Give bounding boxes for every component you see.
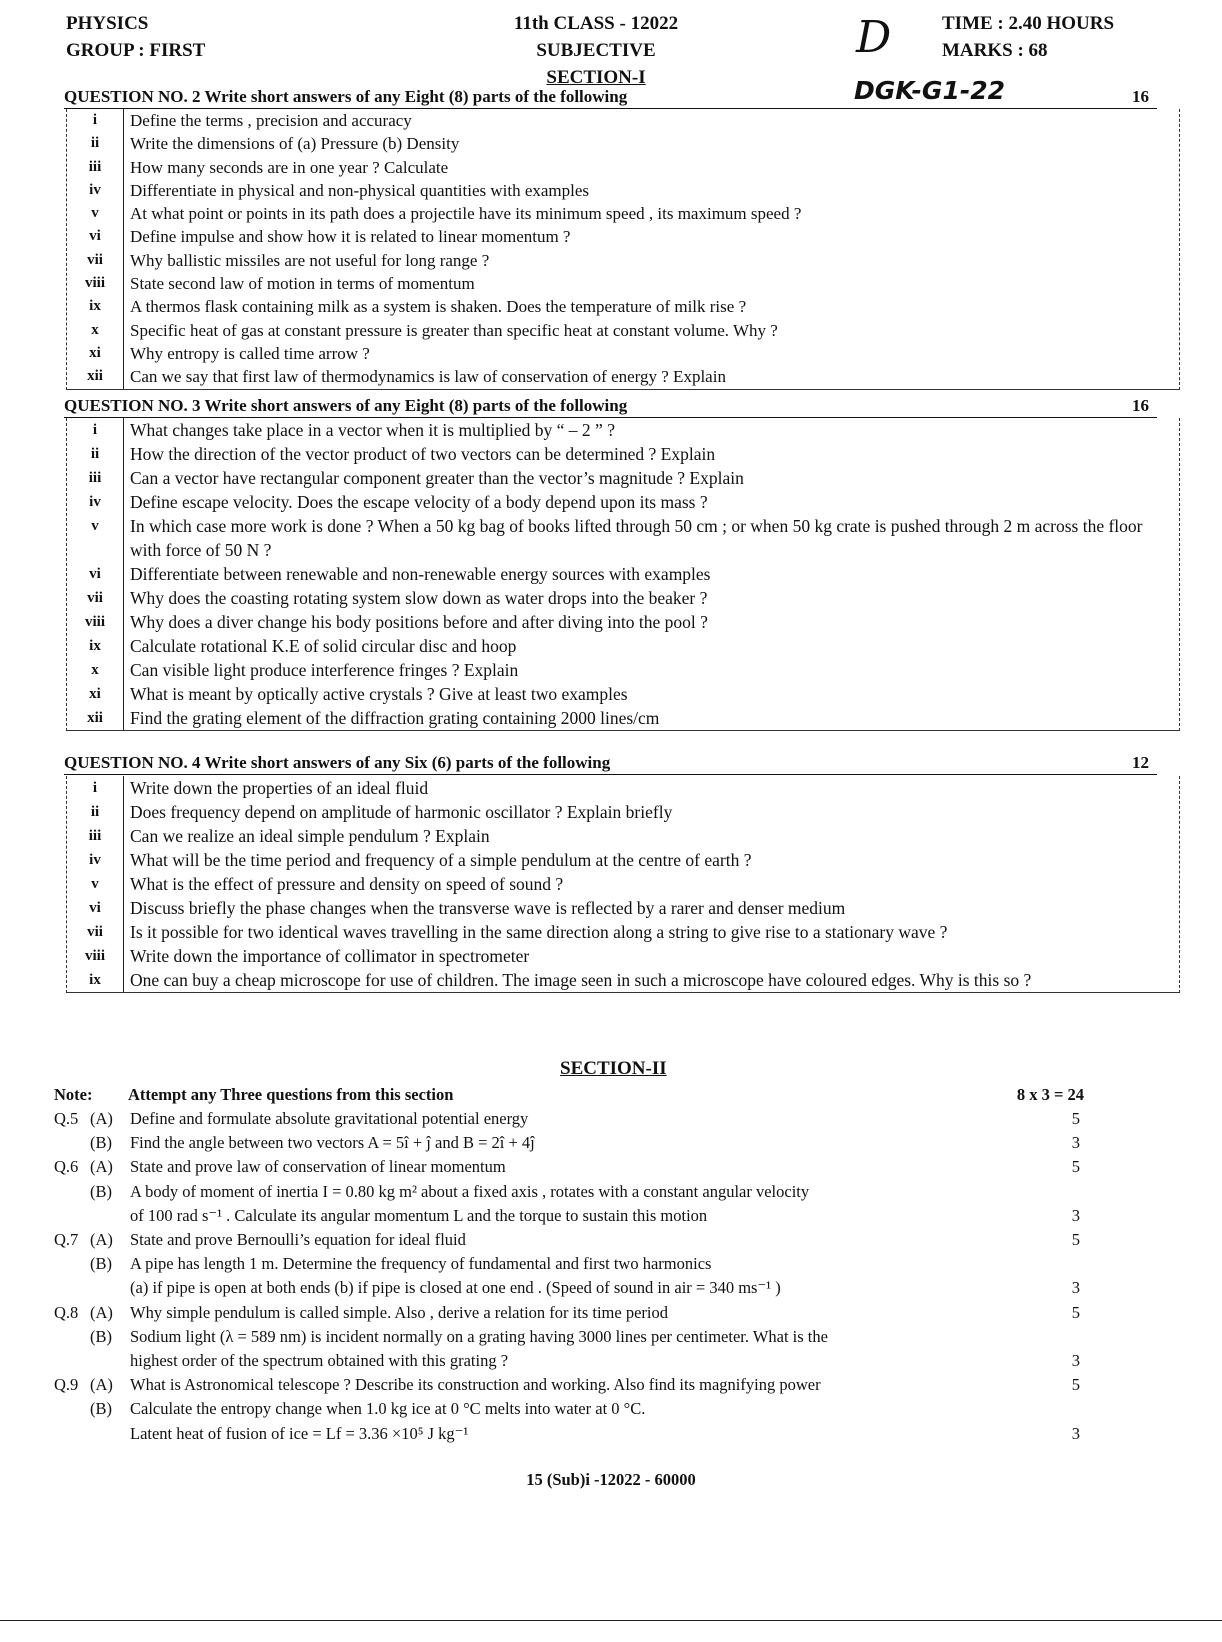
part-label: (A) — [90, 1375, 113, 1395]
part-number: viii — [84, 614, 105, 630]
part-text: Can a vector have rectangular component greater than the vector’s magnitude ? Explain — [123, 466, 1179, 490]
part-number: i — [92, 780, 98, 796]
group-label: GROUP : FIRST — [66, 40, 206, 61]
part-text: Define escape velocity. Does the escape velocity of a body depend upon its mass ? — [123, 490, 1179, 514]
question-part-row — [67, 466, 1179, 490]
part-text: Discuss briefly the phase changes when the transverse wave is reflected by a rarer and denser medium — [123, 896, 1179, 920]
question-4-marks: 12 — [1132, 753, 1149, 772]
question-part-row — [67, 202, 1179, 225]
question-text: Calculate the entropy change when 1.0 kg ice at 0 °C melts into water at 0 °C. — [130, 1399, 646, 1419]
question-number: Q.5 — [54, 1109, 79, 1128]
class-line: 11th CLASS - 12022 — [513, 13, 679, 34]
time-label: TIME : 2.40 HOURS — [942, 13, 1115, 34]
question-part-row — [67, 179, 1179, 202]
question-marks: 3 — [1071, 1278, 1080, 1298]
part-text: Specific heat of gas at constant pressure is greater than specific heat at constant volume. Why ? — [123, 319, 1179, 342]
part-text: What changes take place in a vector when it is multiplied by “ – 2 ” ? — [123, 418, 1179, 442]
question-marks: 5 — [1071, 1302, 1080, 1322]
question-part-row — [67, 295, 1179, 318]
part-number: vii — [87, 924, 103, 940]
part-text: Is it possible for two identical waves travelling in the same direction along a string to give rise to a stationary wave ? — [123, 920, 1179, 944]
question-marks: 5 — [1071, 1230, 1080, 1249]
question-part-row — [67, 968, 1179, 992]
question-part-row — [67, 920, 1179, 944]
question-4-title: QUESTION NO. 4 Write short answers of any Six (6) parts of the following — [64, 753, 611, 772]
part-text: Why ballistic missiles are not useful for long range ? — [123, 249, 1179, 272]
part-label: (B) — [90, 1254, 112, 1274]
section-2-line — [54, 1423, 1084, 1445]
question-2-title: QUESTION NO. 2 Write short answers of any Eight (8) parts of the following — [64, 87, 628, 106]
question-text: A pipe has length 1 m. Determine the frequency of fundamental and first two harmonics — [130, 1254, 712, 1274]
part-text: Write the dimensions of (a) Pressure (b) Density — [123, 132, 1179, 155]
part-number: xii — [87, 368, 103, 385]
part-text: How the direction of the vector product of two vectors can be determined ? Explain — [123, 442, 1179, 466]
section-2-line — [54, 1350, 1084, 1372]
section-2-line — [54, 1181, 1084, 1203]
part-number: ii — [90, 446, 100, 462]
part-number: x — [91, 662, 99, 678]
part-number: ix — [89, 972, 101, 988]
question-part-row — [67, 944, 1179, 968]
section-2-line — [54, 1374, 1084, 1396]
paper-code-footer: 15 (Sub)i -12022 - 60000 — [526, 1470, 696, 1489]
question-number: Q.8 — [54, 1302, 79, 1322]
part-number: iii — [88, 828, 102, 844]
part-label: (B) — [90, 1181, 112, 1201]
part-number: vi — [89, 566, 101, 582]
part-text: Why entropy is called time arrow ? — [123, 342, 1179, 365]
part-number: vii — [87, 590, 103, 606]
part-number: ii — [90, 135, 100, 152]
question-number: Q.7 — [54, 1230, 79, 1249]
part-label: (A) — [90, 1302, 113, 1322]
question-part-row — [67, 249, 1179, 272]
part-text: At what point or points in its path does a projectile have its minimum speed , its maximum speed ? — [123, 202, 1179, 225]
part-number: ix — [89, 638, 101, 654]
question-part-row — [67, 586, 1179, 610]
part-number: viii — [84, 275, 105, 292]
section-2-title: SECTION-II — [560, 1058, 667, 1079]
part-number: i — [92, 112, 98, 128]
question-marks: 5 — [1071, 1157, 1080, 1177]
question-part-row — [67, 109, 1179, 132]
header-left — [66, 10, 205, 64]
marks-label: MARKS : 68 — [942, 40, 1048, 61]
question-part-row — [67, 872, 1179, 896]
section-2-line — [54, 1132, 1084, 1154]
part-text: How many seconds are in one year ? Calculate — [123, 156, 1179, 179]
part-number: iv — [89, 852, 101, 868]
question-part-row — [67, 682, 1179, 706]
question-text: highest order of the spectrum obtained with this grating ? — [130, 1351, 509, 1370]
question-part-row — [67, 490, 1179, 514]
part-number: i — [92, 422, 98, 438]
question-text: Why simple pendulum is called simple. Also , derive a relation for its time period — [130, 1302, 668, 1322]
part-number: vi — [89, 228, 101, 245]
question-number: Q.6 — [54, 1157, 79, 1177]
question-text: Find the angle between two vectors A = 5î + ĵ and B = 2î + 4ĵ — [130, 1133, 535, 1153]
question-part-row — [67, 610, 1179, 634]
part-number: xi — [89, 686, 101, 702]
question-part-row — [67, 658, 1179, 682]
question-part-row — [67, 272, 1179, 295]
question-number: Q.9 — [54, 1375, 79, 1395]
handwritten-scribble: DGK-G1-22 — [854, 76, 1006, 105]
question-4-heading — [64, 752, 1157, 775]
part-number: x — [91, 321, 99, 338]
subject-label: PHYSICS — [66, 13, 149, 34]
part-text: Can visible light produce interference fringes ? Explain — [123, 658, 1179, 682]
section-2-line — [54, 1229, 1084, 1251]
question-text: Latent heat of fusion of ice = Lf = 3.36 ×10⁵ J kg⁻¹ — [130, 1423, 469, 1443]
note-marks: 8 x 3 = 24 — [1016, 1085, 1084, 1104]
part-text: Write down the importance of collimator in spectrometer — [123, 944, 1179, 968]
part-text: A thermos flask containing milk as a system is shaken. Does the temperature of milk rise ? — [123, 295, 1179, 318]
part-number: ii — [90, 804, 100, 820]
question-text: (a) if pipe is open at both ends (b) if pipe is closed at one end . (Speed of sound in air = 340 ms⁻¹ ) — [130, 1278, 781, 1298]
part-text: Find the grating element of the diffraction grating containing 2000 lines/cm — [123, 706, 1179, 730]
question-part-row — [67, 156, 1179, 179]
part-number: iii — [88, 470, 102, 486]
section-2-line — [54, 1277, 1084, 1299]
section-2-line — [54, 1253, 1084, 1275]
question-marks: 3 — [1071, 1423, 1080, 1443]
question-text: State and prove Bernoulli’s equation for ideal fluid — [130, 1230, 466, 1249]
paper-type: SUBJECTIVE — [536, 40, 656, 61]
question-part-row — [67, 634, 1179, 658]
handwritten-mark: D — [856, 12, 892, 63]
question-3-title: QUESTION NO. 3 Write short answers of any Eight (8) parts of the following — [64, 396, 628, 415]
question-2-marks: 16 — [1132, 87, 1149, 106]
question-text: A body of moment of inertia I = 0.80 kg m² about a fixed axis , rotates with a constant angular velocity — [130, 1181, 810, 1201]
part-number: viii — [84, 948, 105, 964]
section-2-line — [54, 1108, 1084, 1130]
part-number: ix — [89, 298, 101, 315]
question-text: Define and formulate absolute gravitational potential energy — [130, 1109, 529, 1128]
part-text: Can we say that first law of thermodynamics is law of conservation of energy ? Explain — [123, 365, 1179, 388]
section-1-title: SECTION-I — [546, 67, 646, 88]
part-label: (B) — [90, 1326, 112, 1346]
part-text: State second law of motion in terms of momentum — [123, 272, 1179, 295]
question-text: State and prove law of conservation of linear momentum — [130, 1157, 506, 1177]
part-text: What will be the time period and frequency of a simple pendulum at the centre of earth ? — [123, 848, 1179, 872]
question-part-row — [67, 514, 1179, 562]
part-number: v — [91, 876, 99, 892]
section-2-line — [54, 1156, 1084, 1178]
question-2-box — [66, 109, 1180, 390]
part-label: (B) — [90, 1133, 112, 1153]
header-center — [466, 10, 726, 91]
part-text: One can buy a cheap microscope for use of children. The image seen in such a microscope have coloured edges. Why is this so ? — [123, 968, 1179, 992]
question-part-row — [67, 342, 1179, 365]
part-number: xii — [87, 710, 103, 726]
question-part-row — [67, 319, 1179, 342]
question-part-row — [67, 225, 1179, 248]
part-label: (B) — [90, 1399, 112, 1419]
part-number: iv — [89, 494, 101, 510]
part-text: Why does a diver change his body positions before and after diving into the pool ? — [123, 610, 1179, 634]
question-3-marks: 16 — [1132, 396, 1149, 415]
question-text: What is Astronomical telescope ? Describe its construction and working. Also find its magnifying power — [130, 1375, 821, 1395]
question-marks: 3 — [1071, 1205, 1080, 1225]
part-number: vi — [89, 900, 101, 916]
question-part-row — [67, 824, 1179, 848]
section-2-line — [54, 1302, 1084, 1324]
part-label: (A) — [90, 1157, 113, 1177]
question-marks: 3 — [1071, 1351, 1080, 1370]
part-text: Define the terms , precision and accuracy — [123, 109, 1179, 132]
part-text: Does frequency depend on amplitude of harmonic oscillator ? Explain briefly — [123, 800, 1179, 824]
part-text: Differentiate between renewable and non-renewable energy sources with examples — [123, 562, 1179, 586]
part-number: iv — [89, 181, 101, 198]
question-text: Sodium light (λ = 589 nm) is incident normally on a grating having 3000 lines per centimeter. What is the — [130, 1326, 828, 1346]
part-number: v — [91, 205, 99, 222]
note-text: Attempt any Three questions from this section — [128, 1085, 454, 1104]
part-text: Why does the coasting rotating system slow down as water drops into the beaker ? — [123, 586, 1179, 610]
section-2-line — [54, 1326, 1084, 1348]
part-label: (A) — [90, 1230, 113, 1249]
part-text: Calculate rotational K.E of solid circular disc and hoop — [123, 634, 1179, 658]
question-part-row — [67, 706, 1179, 730]
question-part-row — [67, 132, 1179, 155]
note-label: Note: — [54, 1085, 93, 1104]
part-number: iii — [88, 158, 102, 175]
question-part-row — [67, 418, 1179, 442]
section-2-line — [54, 1205, 1084, 1227]
part-text: Define impulse and show how it is related to linear momentum ? — [123, 225, 1179, 248]
question-marks: 3 — [1071, 1133, 1080, 1153]
header-right — [942, 10, 1114, 64]
part-text: Differentiate in physical and non-physical quantities with examples — [123, 179, 1179, 202]
question-marks: 5 — [1071, 1109, 1080, 1128]
question-3-box — [66, 418, 1180, 731]
part-text: What is the effect of pressure and density on speed of sound ? — [123, 872, 1179, 896]
part-number: vii — [87, 251, 103, 268]
part-text: In which case more work is done ? When a 50 kg bag of books lifted through 50 cm ; or when 50 kg crate is pushed through 2 m across the floor with force of 50 N ? — [123, 514, 1179, 562]
question-marks: 5 — [1071, 1375, 1080, 1395]
question-part-row — [67, 800, 1179, 824]
question-text: of 100 rad s⁻¹ . Calculate its angular momentum L and the torque to sustain this motion — [130, 1205, 708, 1225]
question-part-row — [67, 365, 1179, 388]
part-number: xi — [89, 344, 101, 361]
part-text: What is meant by optically active crystals ? Give at least two examples — [123, 682, 1179, 706]
question-4-box — [66, 776, 1180, 993]
section-2-line — [54, 1398, 1084, 1420]
question-3-heading — [64, 395, 1157, 418]
question-part-row — [67, 776, 1179, 800]
part-number: v — [91, 518, 99, 534]
question-part-row — [67, 896, 1179, 920]
part-text: Can we realize an ideal simple pendulum ? Explain — [123, 824, 1179, 848]
question-part-row — [67, 848, 1179, 872]
question-part-row — [67, 442, 1179, 466]
part-label: (A) — [90, 1109, 113, 1128]
bottom-rule — [0, 1620, 1222, 1621]
part-text: Write down the properties of an ideal fluid — [123, 776, 1179, 800]
question-part-row — [67, 562, 1179, 586]
